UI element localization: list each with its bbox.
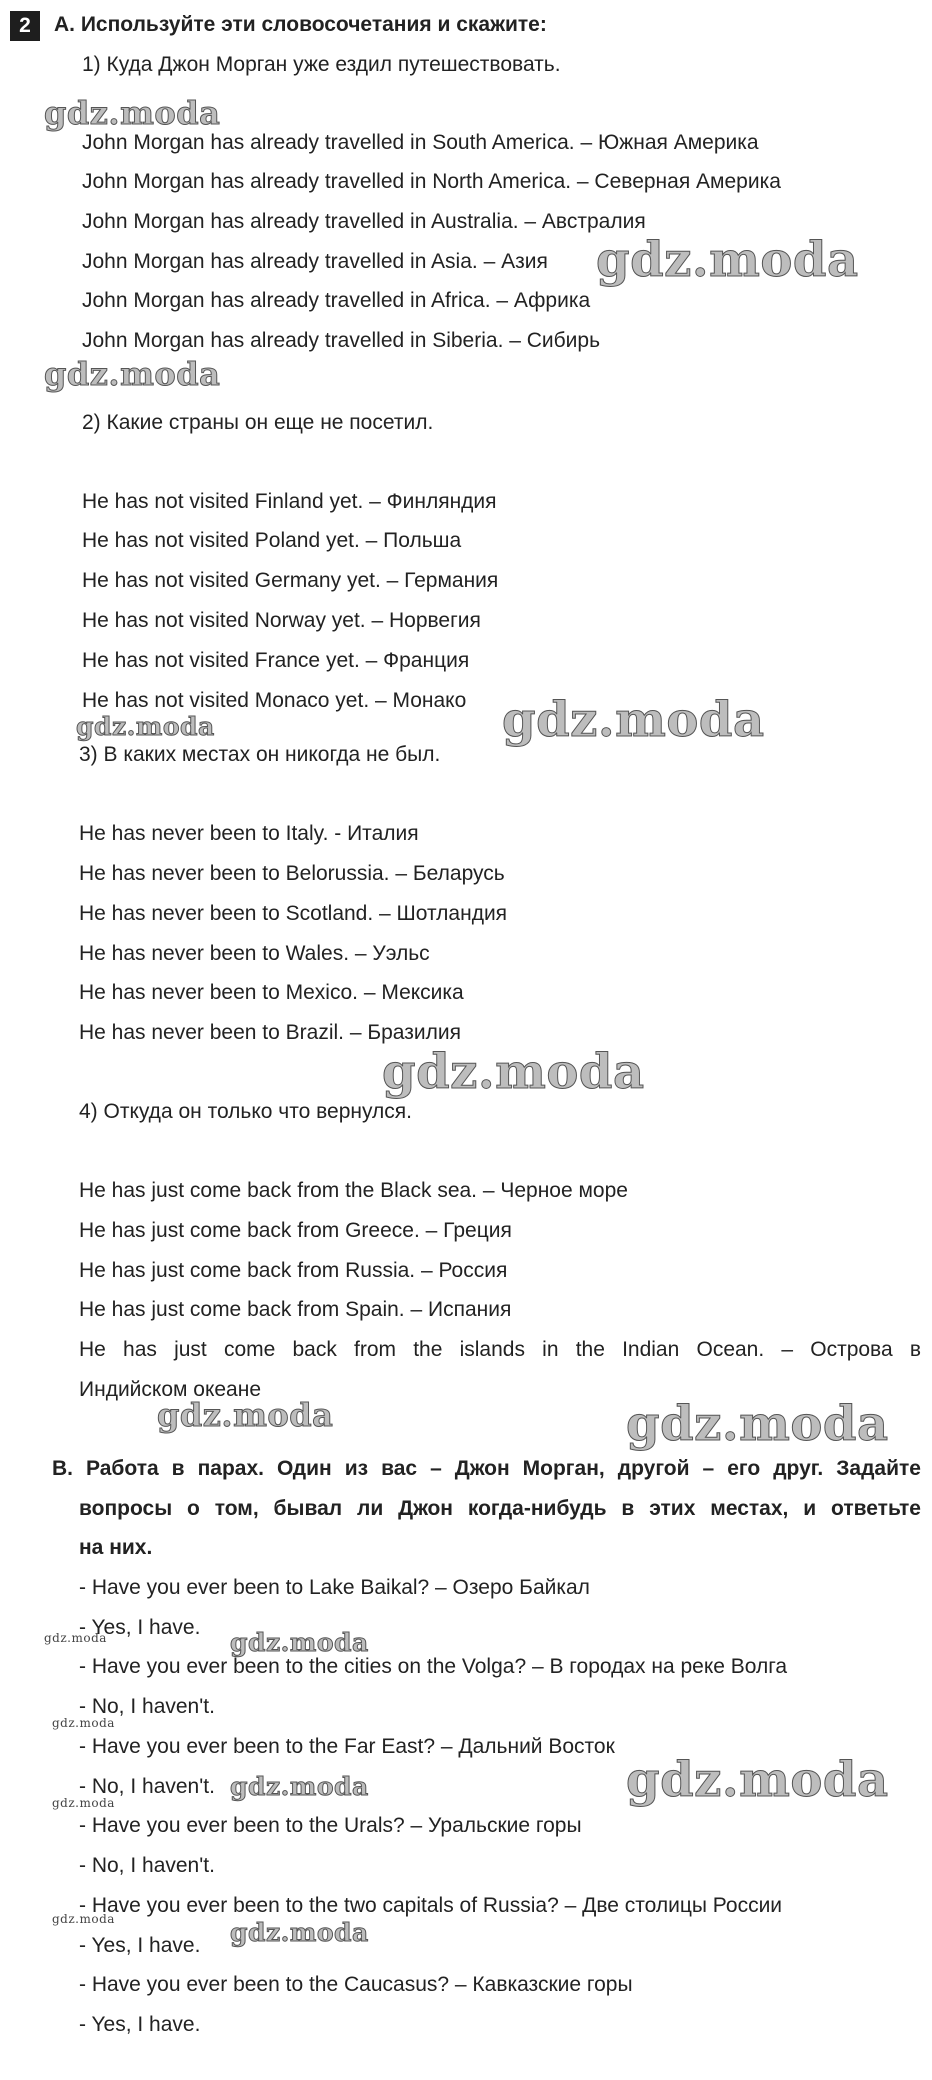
- q4-line: He has just come back from Spain. – Испания: [79, 1298, 512, 1321]
- watermark: gdz.moda: [52, 1912, 115, 1926]
- q2-line: He has not visited Monaco yet. – Монако: [82, 689, 467, 712]
- q1-line: John Morgan has already travelled in South America. – Южная Америка: [82, 131, 759, 154]
- q3-line: He has never been to Belorussia. – Беларусь: [79, 862, 505, 885]
- q1-line: John Morgan has already travelled in Africa. – Африка: [82, 289, 591, 312]
- dialog-question: - Have you ever been to the Caucasus? – Кавказские горы: [79, 1973, 633, 1996]
- q3-line: He has never been to Wales. – Уэльс: [79, 942, 430, 965]
- task-b-line: на них.: [79, 1536, 153, 1559]
- dialog-question: - Have you ever been to the Urals? – Уральские горы: [79, 1814, 582, 1837]
- dialog-answer: - No, I haven't.: [79, 1854, 215, 1877]
- task-a-heading: A. Используйте эти словосочетания и скажите:: [54, 13, 547, 36]
- watermark: gdz.moda: [44, 355, 221, 393]
- q4-heading: 4) Откуда он только что вернулся.: [79, 1100, 413, 1123]
- dialog-answer: - Yes, I have.: [79, 1934, 201, 1957]
- q4-line: He has just come back from Russia. – Россия: [79, 1259, 508, 1282]
- watermark: gdz.moda: [52, 1716, 115, 1730]
- watermark: gdz.moda: [382, 1044, 645, 1100]
- q1-heading: 1) Куда Джон Морган уже ездил путешествовать.: [82, 53, 561, 76]
- dialog-answer: - Yes, I have.: [79, 1616, 201, 1639]
- watermark: gdz.moda: [626, 1752, 889, 1808]
- q3-line: He has never been to Brazil. – Бразилия: [79, 1021, 461, 1044]
- task-b-line: вопросы о том, бывал ли Джон когда-нибудь в этих местах, и ответьте: [79, 1497, 921, 1520]
- q1-line: John Morgan has already travelled in Asia. – Азия: [82, 250, 548, 273]
- dialog-answer: - No, I haven't.: [79, 1775, 215, 1798]
- watermark: gdz.moda: [230, 1772, 369, 1801]
- task-b-line: B. Работа в парах. Один из вас – Джон Морган, другой – его друг. Задайте: [52, 1457, 921, 1480]
- q2-line: He has not visited Finland yet. – Финляндия: [82, 490, 497, 513]
- dialog-question: - Have you ever been to Lake Baikal? – Озеро Байкал: [79, 1576, 590, 1599]
- dialog-answer: - Yes, I have.: [79, 2013, 201, 2036]
- q1-line: John Morgan has already travelled in Siberia. – Сибирь: [82, 329, 601, 352]
- dialog-question: - Have you ever been to the cities on the Volga? – В городах на реке Волга: [79, 1655, 788, 1678]
- q1-line: John Morgan has already travelled in Australia. – Австралия: [82, 210, 646, 233]
- q2-line: He has not visited Norway yet. – Норвегия: [82, 609, 481, 632]
- q4-line: He has just come back from Greece. – Греция: [79, 1219, 512, 1242]
- q4-long-line: He has just come back from the islands in the Indian Ocean. – Острова в: [79, 1338, 921, 1361]
- q4-line: He has just come back from the Black sea. – Черное море: [79, 1179, 628, 1202]
- q3-line: He has never been to Italy. - Италия: [79, 822, 419, 845]
- q3-heading: 3) В каких местах он никогда не был.: [79, 743, 441, 766]
- watermark: gdz.moda: [230, 1628, 369, 1657]
- watermark: gdz.moda: [596, 232, 859, 288]
- watermark: gdz.moda: [502, 692, 765, 748]
- dialog-question: - Have you ever been to the Far East? – Дальний Восток: [79, 1735, 615, 1758]
- watermark: gdz.moda: [157, 1396, 334, 1434]
- dialog-question: - Have you ever been to the two capitals of Russia? – Две столицы России: [79, 1894, 783, 1917]
- watermark: gdz.moda: [44, 1631, 107, 1645]
- watermark: gdz.moda: [626, 1396, 889, 1452]
- watermark: gdz.moda: [52, 1796, 115, 1810]
- dialog-answer: - No, I haven't.: [79, 1695, 215, 1718]
- q4-long-line-continued: Индийском океане: [79, 1378, 262, 1401]
- q3-line: He has never been to Scotland. – Шотландия: [79, 902, 508, 925]
- watermark: gdz.moda: [76, 712, 215, 741]
- q3-line: He has never been to Mexico. – Мексика: [79, 981, 464, 1004]
- q1-line: John Morgan has already travelled in North America. – Северная Америка: [82, 170, 781, 193]
- exercise-number-badge: 2: [10, 11, 40, 41]
- q2-line: He has not visited France yet. – Франция: [82, 649, 470, 672]
- watermark: gdz.moda: [230, 1918, 369, 1947]
- q2-heading: 2) Какие страны он еще не посетил.: [82, 411, 434, 434]
- q2-line: He has not visited Germany yet. – Германия: [82, 569, 499, 592]
- q2-line: He has not visited Poland yet. – Польша: [82, 529, 462, 552]
- watermark: gdz.moda: [44, 94, 221, 132]
